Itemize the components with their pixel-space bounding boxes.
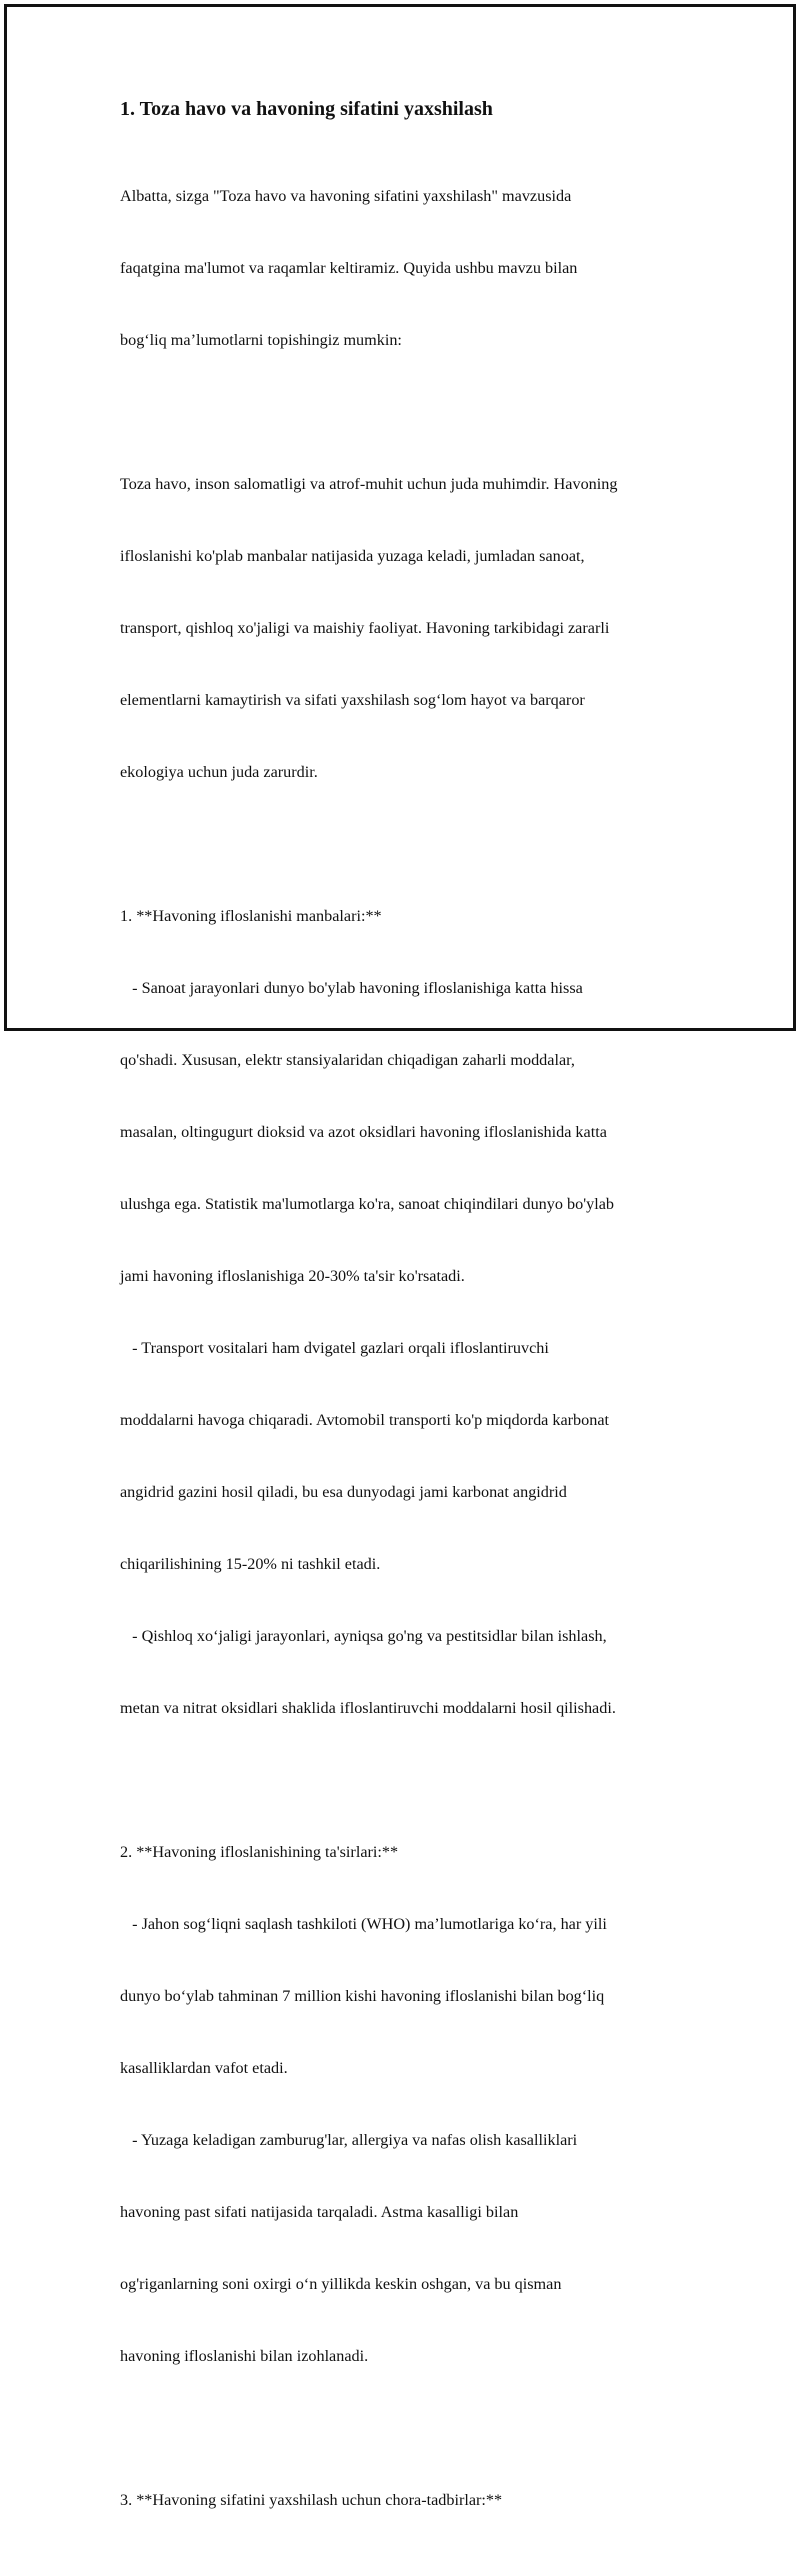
text-line: metan va nitrat oksidlari shaklida ifloslantiruvchi moddalarni hosil qilishadi.: [120, 1699, 616, 1717]
page-frame: [4, 4, 796, 2509]
overview-paragraph: [120, 424, 720, 832]
text-line: ulushga ega. Statistik ma'lumotlarga ko'ra, sanoat chiqindilari dunyo bo'ylab: [120, 1195, 614, 1213]
text-line: moddalarni havoga chiqaradi. Avtomobil transporti ko'p miqdorda karbonat: [120, 1411, 610, 1429]
text-line: - Sanoat jarayonlari dunyo bo'ylab havoning ifloslanishiga katta hissa: [120, 979, 583, 997]
text-line: - Transport vositalari ham dvigatel gazlari orqali ifloslantiruvchi: [120, 1339, 549, 1357]
text-line: og'riganlarning soni oxirgi o‘n yillikda keskin oshgan, va bu qisman: [120, 2275, 562, 2293]
intro-paragraph: [120, 136, 720, 400]
paragraph-spacer: [120, 2416, 720, 2440]
paragraph-spacer: [120, 1768, 720, 1792]
document-title: 1. Toza havo va havoning sifatini yaxshilash: [120, 98, 493, 120]
text-line: faqatgina ma'lumot va raqamlar keltiramiz. Quyida ushbu mavzu bilan: [120, 259, 578, 277]
text-line: jami havoning ifloslanishiga 20-30% ta'sir ko'rsatadi.: [120, 1267, 465, 1285]
text-line: transport, qishloq xo'jaligi va maishiy faoliyat. Havoning tarkibidagi zararli: [120, 619, 610, 637]
text-line: angidrid gazini hosil qiladi, bu esa dunyodagi jami karbonat angidrid: [120, 1483, 567, 1501]
text-line: dunyo bo‘ylab tahminan 7 million kishi havoning ifloslanishi bilan bog‘liq: [120, 1987, 605, 2005]
text-line: qo'shadi. Xususan, elektr stansiyalaridan chiqadigan zaharli moddalar,: [120, 1051, 575, 1069]
text-line: ifloslanishi ko'plab manbalar natijasida yuzaga keladi, jumladan sanoat,: [120, 547, 585, 565]
text-line: elementlarni kamaytirish va sifati yaxshilash sog‘lom hayot va barqaror: [120, 691, 585, 709]
text-line: - Yuzaga keladigan zamburug'lar, allergiya va nafas olish kasalliklari: [120, 2131, 578, 2149]
text-line: Toza havo, inson salomatligi va atrof-muhit uchun juda muhimdir. Havoning: [120, 475, 618, 493]
text-line: ekologiya uchun juda zarurdir.: [120, 763, 318, 781]
section-measures: [120, 2440, 720, 2560]
section-sources: [120, 856, 720, 1768]
text-line: - Qishloq xo‘jaligi jarayonlari, ayniqsa go'ng va pestitsidlar bilan ishlash,: [120, 1627, 607, 1645]
text-line: kasalliklardan vafot etadi.: [120, 2059, 288, 2077]
text-line: masalan, oltingugurt dioksid va azot oksidlari havoning ifloslanishida katta: [120, 1123, 607, 1141]
text-line: chiqarilishining 15-20% ni tashkil etadi.: [120, 1555, 381, 1573]
section-heading: 2. **Havoning ifloslanishining ta'sirlari:**: [120, 1843, 399, 1861]
text-line: havoning past sifati natijasida tarqaladi. Astma kasalligi bilan: [120, 2203, 519, 2221]
paragraph-spacer: [120, 400, 720, 424]
text-line: - Jahon sog‘liqni saqlash tashkiloti (WHO) ma’lumotlariga ko‘ra, har yili: [120, 1915, 607, 1933]
section-heading: 3. **Havoning sifatini yaxshilash uchun chora-tadbirlar:**: [120, 2491, 503, 2509]
text-line: bog‘liq ma’lumotlarni topishingiz mumkin:: [120, 331, 402, 349]
text-line: Albatta, sizga "Toza havo va havoning sifatini yaxshilash" mavzusida: [120, 187, 572, 205]
paragraph-spacer: [120, 832, 720, 856]
section-heading: 1. **Havoning ifloslanishi manbalari:**: [120, 907, 382, 925]
document-body: [120, 95, 720, 2560]
text-line: havoning ifloslanishi bilan izohlanadi.: [120, 2347, 369, 2365]
section-effects: [120, 1792, 720, 2416]
